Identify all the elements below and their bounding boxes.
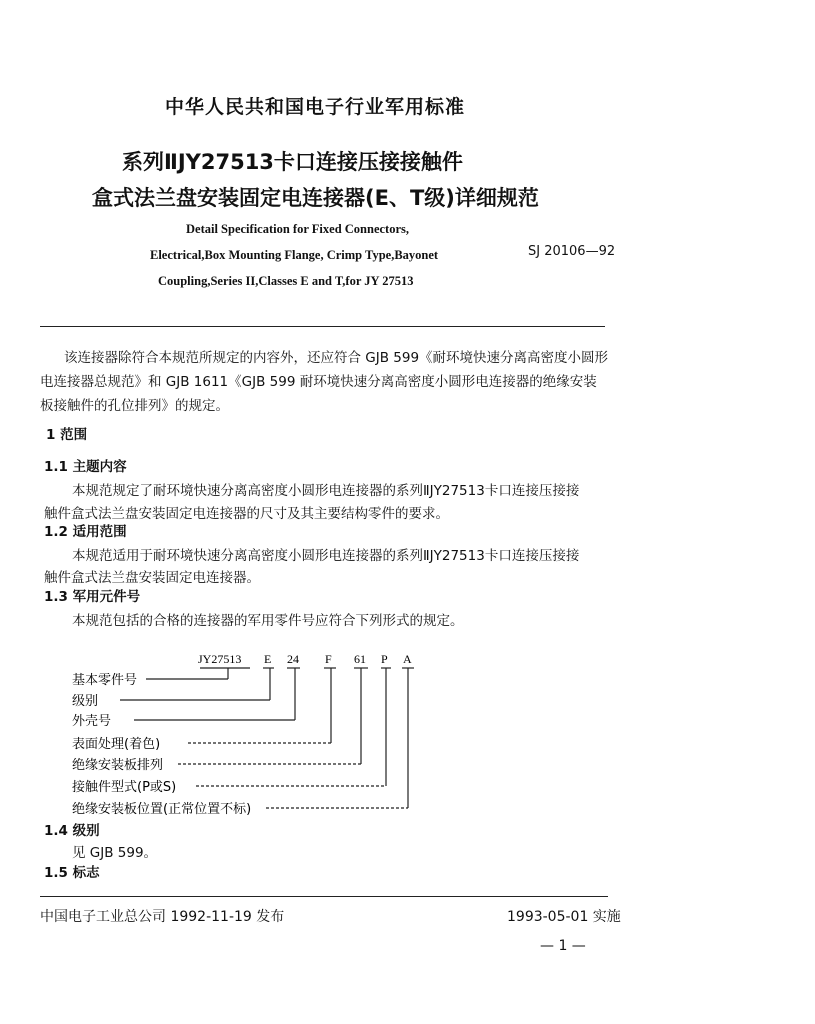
section-1-1-heading: 1.1 主题内容 (44, 459, 127, 475)
code-insert: 61 (354, 652, 366, 666)
label-basic-part-number: 基本零件号 (72, 673, 138, 688)
label-finish: 表面处理(着色) (72, 737, 161, 752)
code-class: E (264, 652, 272, 666)
label-class: 级别 (72, 694, 99, 709)
english-title-line-3: Coupling,Series II,Classes E and T,for JY 27513 (158, 274, 414, 288)
code-finish: F (325, 652, 332, 666)
standard-header: 中华人民共和国电子行业军用标准 (165, 96, 466, 118)
standard-number: SJ 20106—92 (528, 244, 616, 259)
intro-line-1: 该连接器除符合本规范所规定的内容外，还应符合 GJB 599《耐环境快速分离高密度小圆形 (64, 350, 609, 366)
page-number: — 1 — (540, 938, 586, 954)
section-1-4-text: 见 GJB 599。 (72, 845, 158, 861)
section-1-1-text-1: 本规范规定了耐环境快速分离高密度小圆形电连接器的系列ⅡJY27513卡口连接压接接 (72, 483, 580, 499)
label-shell-size: 外壳号 (72, 714, 112, 729)
intro-line-3: 板接触件的孔位排列》的规定。 (40, 398, 229, 414)
section-1-3-heading: 1.3 军用元件号 (44, 589, 141, 605)
label-contact-type: 接触件型式(P或S) (72, 780, 177, 795)
section-1-2-text-1: 本规范适用于耐环境快速分离高密度小圆形电连接器的系列ⅡJY27513卡口连接压接接 (72, 548, 580, 564)
effective-date: 1993-05-01 实施 (507, 909, 621, 925)
section-1-1-text-2: 触件盒式法兰盘安装固定电连接器的尺寸及其主要结构零件的要求。 (44, 506, 449, 522)
code-contact: P (381, 652, 388, 666)
code-shell: 24 (287, 652, 299, 666)
section-1-4-heading: 1.4 级别 (44, 823, 100, 839)
code-basic: JY27513 (198, 652, 242, 666)
english-title-line-1: Detail Specification for Fixed Connectors, (186, 222, 409, 236)
section-1-2-heading: 1.2 适用范围 (44, 524, 127, 540)
intro-line-2: 电连接器总规范》和 GJB 1611《GJB 599 耐环境快速分离高密度小圆形电连接器的绝缘安装 (40, 374, 597, 390)
label-insert-position: 绝缘安装板位置(正常位置不标) (72, 802, 252, 817)
section-1-5-heading: 1.5 标志 (44, 865, 100, 881)
section-1-2-text-2: 触件盒式法兰盘安装固定电连接器。 (44, 570, 260, 586)
code-position: A (403, 652, 412, 666)
section-1-3-text: 本规范包括的合格的连接器的军用零件号应符合下列形式的规定。 (72, 613, 464, 629)
title-line-2: 盒式法兰盘安装固定电连接器(E、T级)详细规范 (92, 186, 539, 210)
footer-divider (40, 896, 608, 897)
issuer-date: 中国电子工业总公司 1992-11-19 发布 (40, 909, 285, 925)
section-1-heading: 1 范围 (46, 427, 88, 443)
english-title-line-2: Electrical,Box Mounting Flange, Crimp Type,Bayonet (150, 248, 439, 262)
title-line-1: 系列ⅡJY27513卡口连接压接接触件 (122, 150, 463, 174)
label-insert-arrangement: 绝缘安装板排列 (72, 758, 164, 773)
